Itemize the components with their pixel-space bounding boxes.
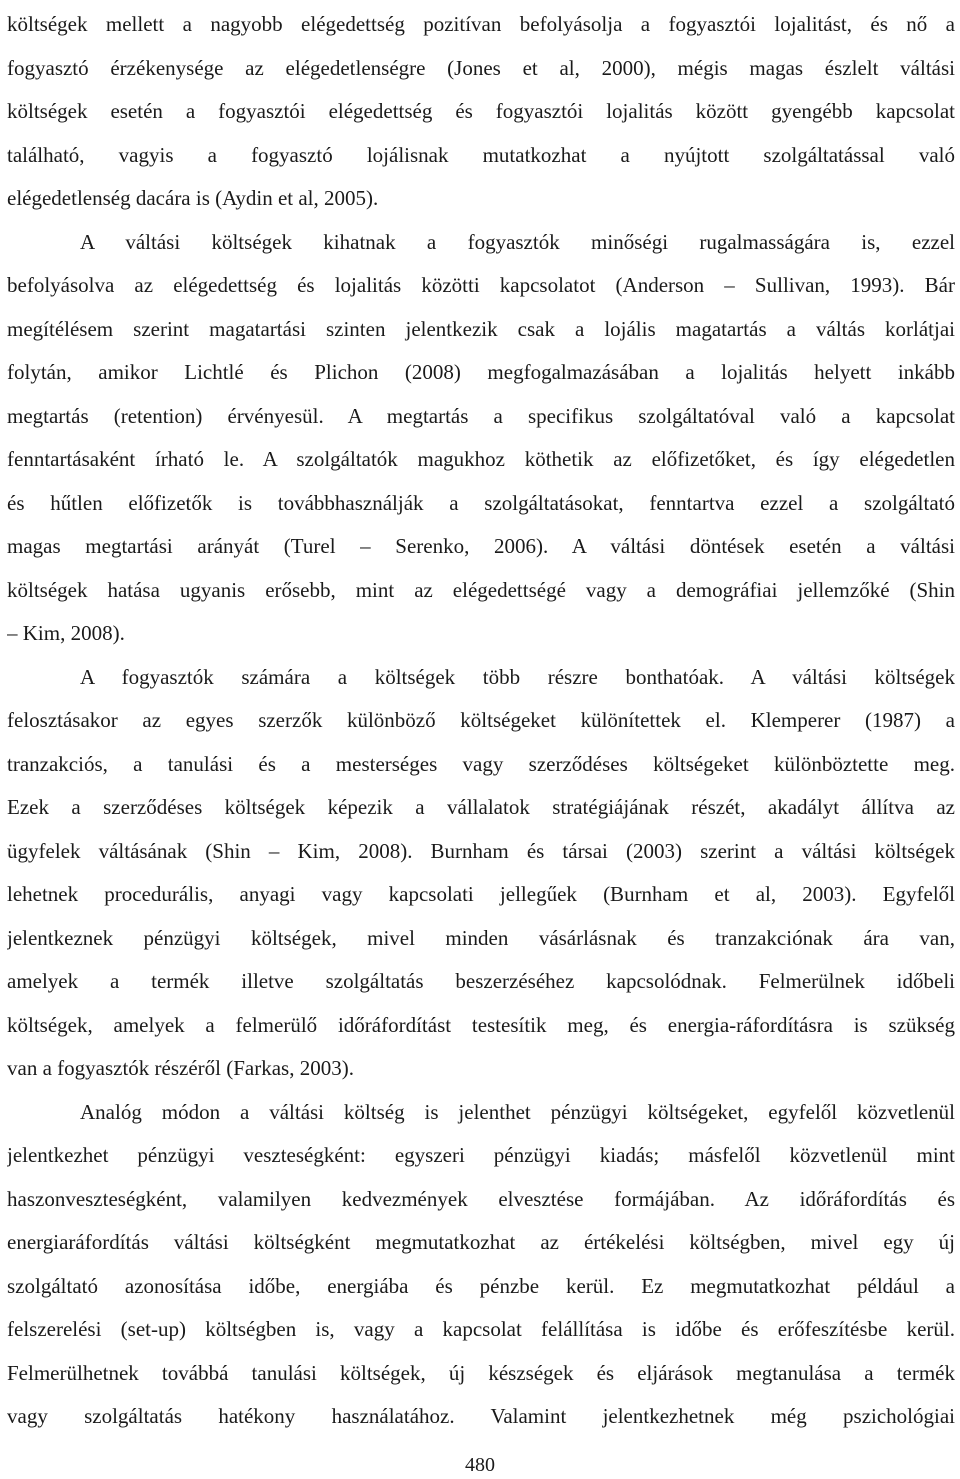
text-line: ügyfelek váltásának (Shin – Kim, 2008). Burnham és társai (2003) szerint a váltási költségek — [7, 839, 955, 863]
text-line: megtartás (retention) érvényesül. A megtartás a specifikus szolgáltatóval való a kapcsolat — [7, 404, 955, 428]
text-line: magas megtartási arányát (Turel – Serenko, 2006). A váltási döntések esetén a váltási — [7, 534, 955, 558]
text-line: felszerelési (set-up) költségben is, vagy a kapcsolat felállítása is időbe és erőfeszítésbe kerül. — [7, 1317, 955, 1341]
text-line: A váltási költségek kihatnak a fogyasztók minőségi rugalmasságára is, ezzel — [80, 230, 955, 254]
text-line: Ezek a szerződéses költségek képezik a vállalatok stratégiájának részét, akadályt állítva az — [7, 795, 955, 819]
text-line: költségek esetén a fogyasztói elégedettség és fogyasztói lojalitás között gyengébb kapcsolat — [7, 99, 955, 123]
text-line: haszonveszteségként, valamilyen kedvezmények elvesztése formájában. Az időráfordítás és — [7, 1187, 955, 1211]
text-line: megítélésem szerint magatartási szinten jelentkezik csak a lojális magatartás a váltás korlátjai — [7, 317, 955, 341]
text-line: elégedetlenség dacára is (Aydin et al, 2005). — [7, 186, 379, 210]
text-line: felosztásakor az egyes szerzők különböző költségeket különítettek el. Klemperer (1987) a — [7, 708, 955, 732]
text-line: Felmerülhetnek továbbá tanulási költségek, új készségek és eljárások megtanulása a termék — [7, 1361, 955, 1385]
text-line: vagy szolgáltatás hatékony használatához. Valamint jelentkezhetnek még pszichológiai — [7, 1404, 955, 1428]
text-line: jelentkezhet pénzügyi veszteségként: egyszeri pénzügyi kiadás; másfelől közvetlenül mint — [7, 1143, 955, 1167]
text-line: A fogyasztók számára a költségek több részre bonthatóak. A váltási költségek — [80, 665, 955, 689]
text-line: költségek hatása ugyanis erősebb, mint az elégedettségé vagy a demográfiai jellemzőké (Shin — [7, 578, 955, 602]
text-line: fogyasztó érzékenysége az elégedetlenségre (Jones et al, 2000), mégis magas észlelt váltási — [7, 56, 955, 80]
text-line: lehetnek procedurális, anyagi vagy kapcsolati jellegűek (Burnham et al, 2003). Egyfelől — [7, 882, 955, 906]
text-line: amelyek a termék illetve szolgáltatás beszerzéséhez kapcsolódnak. Felmerülnek időbeli — [7, 969, 955, 993]
text-line: van a fogyasztók részéről (Farkas, 2003). — [7, 1056, 354, 1080]
text-line: költségek, amelyek a felmerülő időráfordítást testesítik meg, és energia-ráfordításra is szükség — [7, 1013, 955, 1037]
text-line: szolgáltató azonosítása időbe, energiába és pénzbe kerül. Ez megmutatkozhat például a — [7, 1274, 955, 1298]
text-line: Analóg módon a váltási költség is jelenthet pénzügyi költségeket, egyfelől közvetlenül — [80, 1100, 955, 1124]
text-line: található, vagyis a fogyasztó lojálisnak mutatkozhat a nyújtott szolgáltatással való — [7, 143, 955, 167]
text-line: befolyásolva az elégedettség és lojalitás közötti kapcsolatot (Anderson – Sullivan, 1993). Bár — [7, 273, 955, 297]
text-line: fenntartásaként írható le. A szolgáltatók magukhoz köthetik az előfizetőket, és így elégedetlen — [7, 447, 955, 471]
text-line: és hűtlen előfizetők is továbbhasználják a szolgáltatásokat, fenntartva ezzel a szolgáltató — [7, 491, 955, 515]
text-line: tranzakciós, a tanulási és a mesterséges vagy szerződéses költségeket különböztette meg. — [7, 752, 955, 776]
text-line: jelentkeznek pénzügyi költségek, mivel minden vásárlásnak és tranzakciónak ára van, — [7, 926, 955, 950]
text-line: – Kim, 2008). — [7, 621, 125, 645]
text-line: energiaráfordítás váltási költségként megmutatkozhat az értékelési költségben, mivel egy új — [7, 1230, 955, 1254]
text-line: folytán, amikor Lichtlé és Plichon (2008) megfogalmazásában a lojalitás helyett inkább — [7, 360, 955, 384]
text-line: költségek mellett a nagyobb elégedettség pozitívan befolyásolja a fogyasztói lojalitást, és nő a — [7, 12, 955, 36]
page-number: 480 — [465, 1454, 495, 1476]
